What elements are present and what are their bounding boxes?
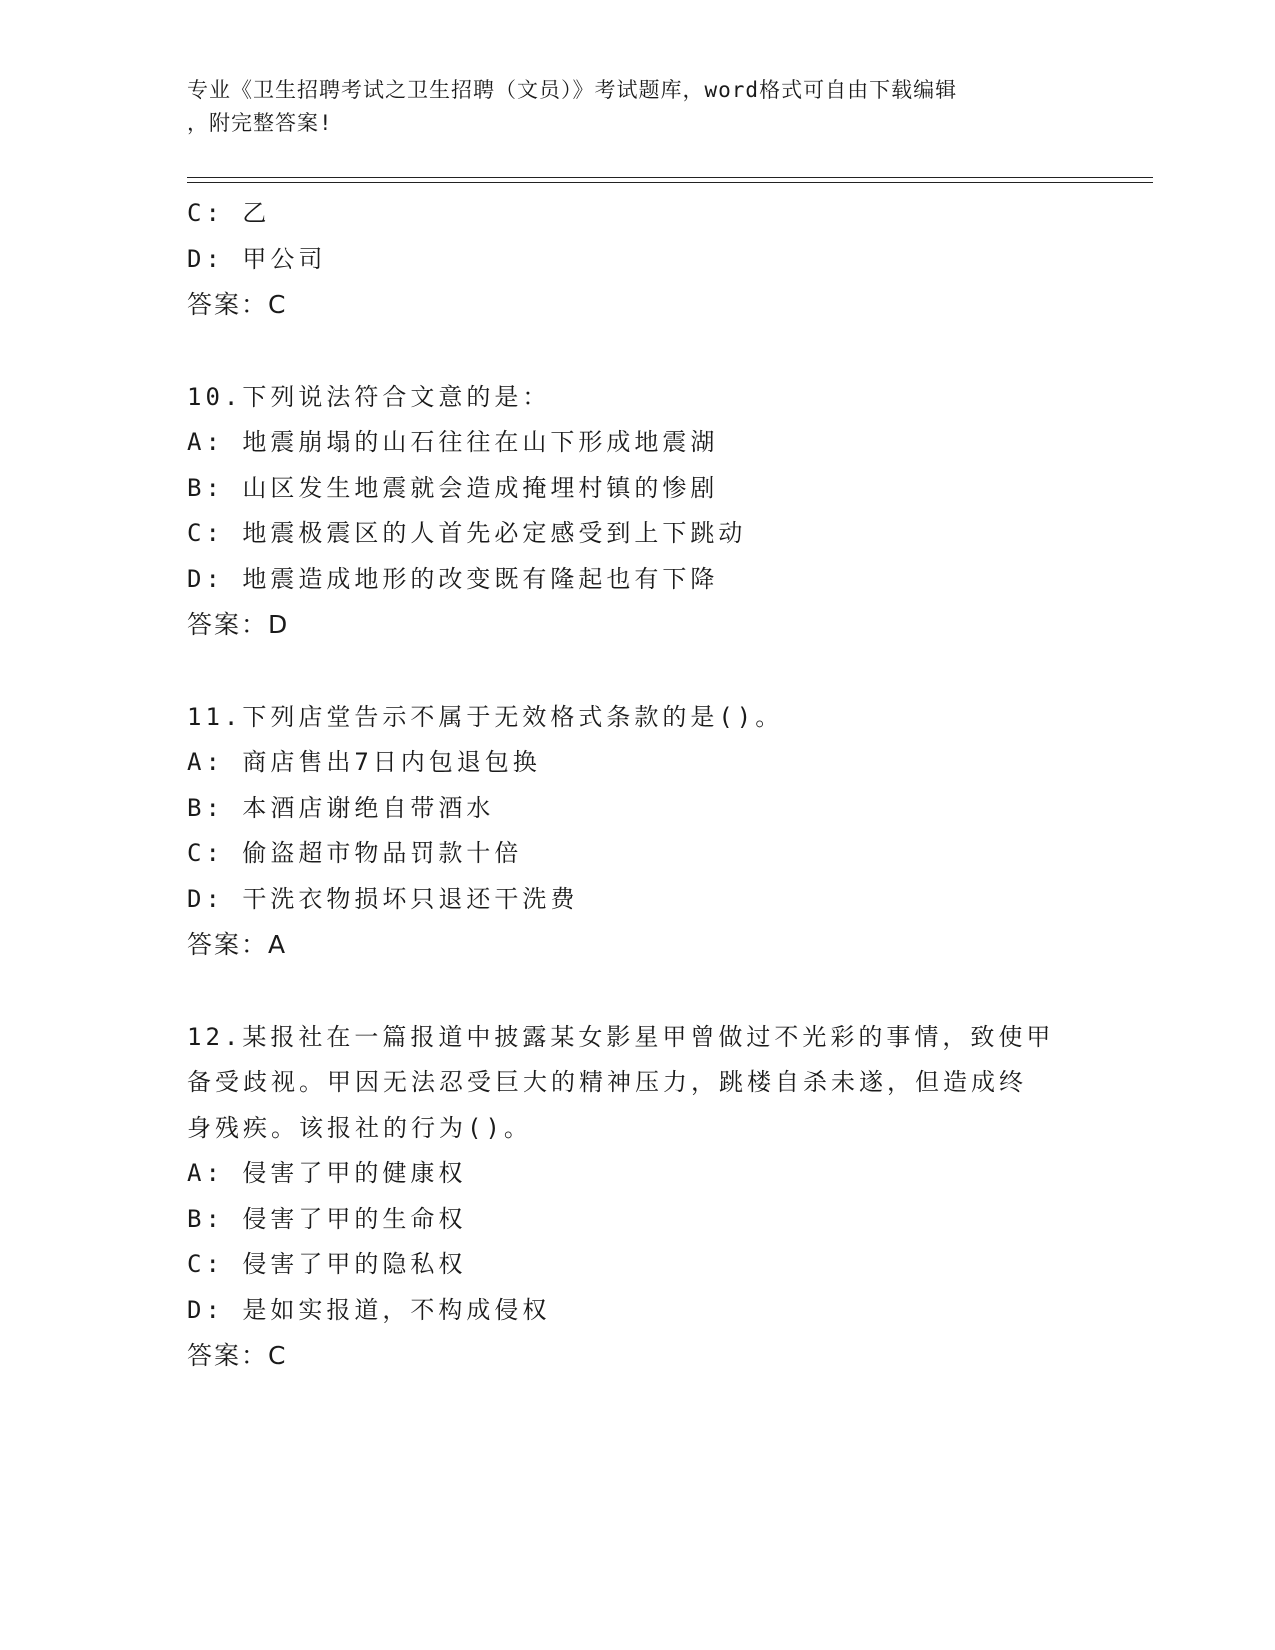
option-d: D: 是如实报道，不构成侵权 [187, 1295, 551, 1324]
option-c: C: 侵害了甲的隐私权 [187, 1250, 467, 1278]
option-d: D: 干洗衣物损坏只退还干洗费 [187, 884, 579, 913]
document-header [187, 74, 1087, 140]
option-d: D: 地震造成地形的改变既有隆起也有下降 [187, 564, 719, 593]
option-d: D: 甲公司 [187, 244, 327, 273]
option-b: B: 山区发生地震就会造成掩埋村镇的惨剧 [187, 473, 719, 502]
question-stem-line-1: 12.某报社在一篇报道中披露某女影星甲曾做过不光彩的事情，致使甲 [187, 1022, 1055, 1051]
answer-line: 答案：C [187, 290, 288, 319]
answer-line: 答案：A [187, 930, 288, 959]
question-stem-line-3: 身残疾。该报社的行为()。 [187, 1113, 532, 1142]
option-a: A: 商店售出7日内包退包换 [187, 748, 541, 776]
header-title-line-1: 专业《卫生招聘考试之卫生招聘（文员）》考试题库，word格式可自由下载编辑 [187, 78, 958, 102]
answer-line: 答案：C [187, 1341, 288, 1370]
option-b: B: 本酒店谢绝自带酒水 [187, 793, 495, 822]
option-a: A: 地震崩塌的山石往往在山下形成地震湖 [187, 428, 719, 456]
header-rule-bottom [187, 182, 1153, 183]
option-c: C: 偷盗超市物品罚款十倍 [187, 839, 523, 867]
option-b: B: 侵害了甲的生命权 [187, 1204, 467, 1233]
question-12 [187, 1015, 1087, 1379]
question-11 [187, 695, 1087, 968]
question-stem: 11.下列店堂告示不属于无效格式条款的是()。 [187, 702, 784, 731]
continued-question [187, 191, 1087, 328]
question-stem-line-2: 备受歧视。甲因无法忍受巨大的精神压力，跳楼自杀未遂，但造成终 [187, 1068, 1027, 1096]
option-a: A: 侵害了甲的健康权 [187, 1159, 467, 1187]
spacer [187, 968, 1087, 1015]
spacer [187, 328, 1087, 375]
option-c: C: 乙 [187, 199, 271, 227]
question-content [187, 191, 1087, 1379]
spacer [187, 648, 1087, 695]
question-10 [187, 375, 1087, 648]
question-stem: 10.下列说法符合文意的是： [187, 382, 551, 411]
answer-line: 答案：D [187, 610, 290, 639]
header-title-line-2: ，附完整答案! [187, 111, 333, 135]
header-rule-top [187, 177, 1153, 178]
option-c: C: 地震极震区的人首先必定感受到上下跳动 [187, 519, 747, 547]
